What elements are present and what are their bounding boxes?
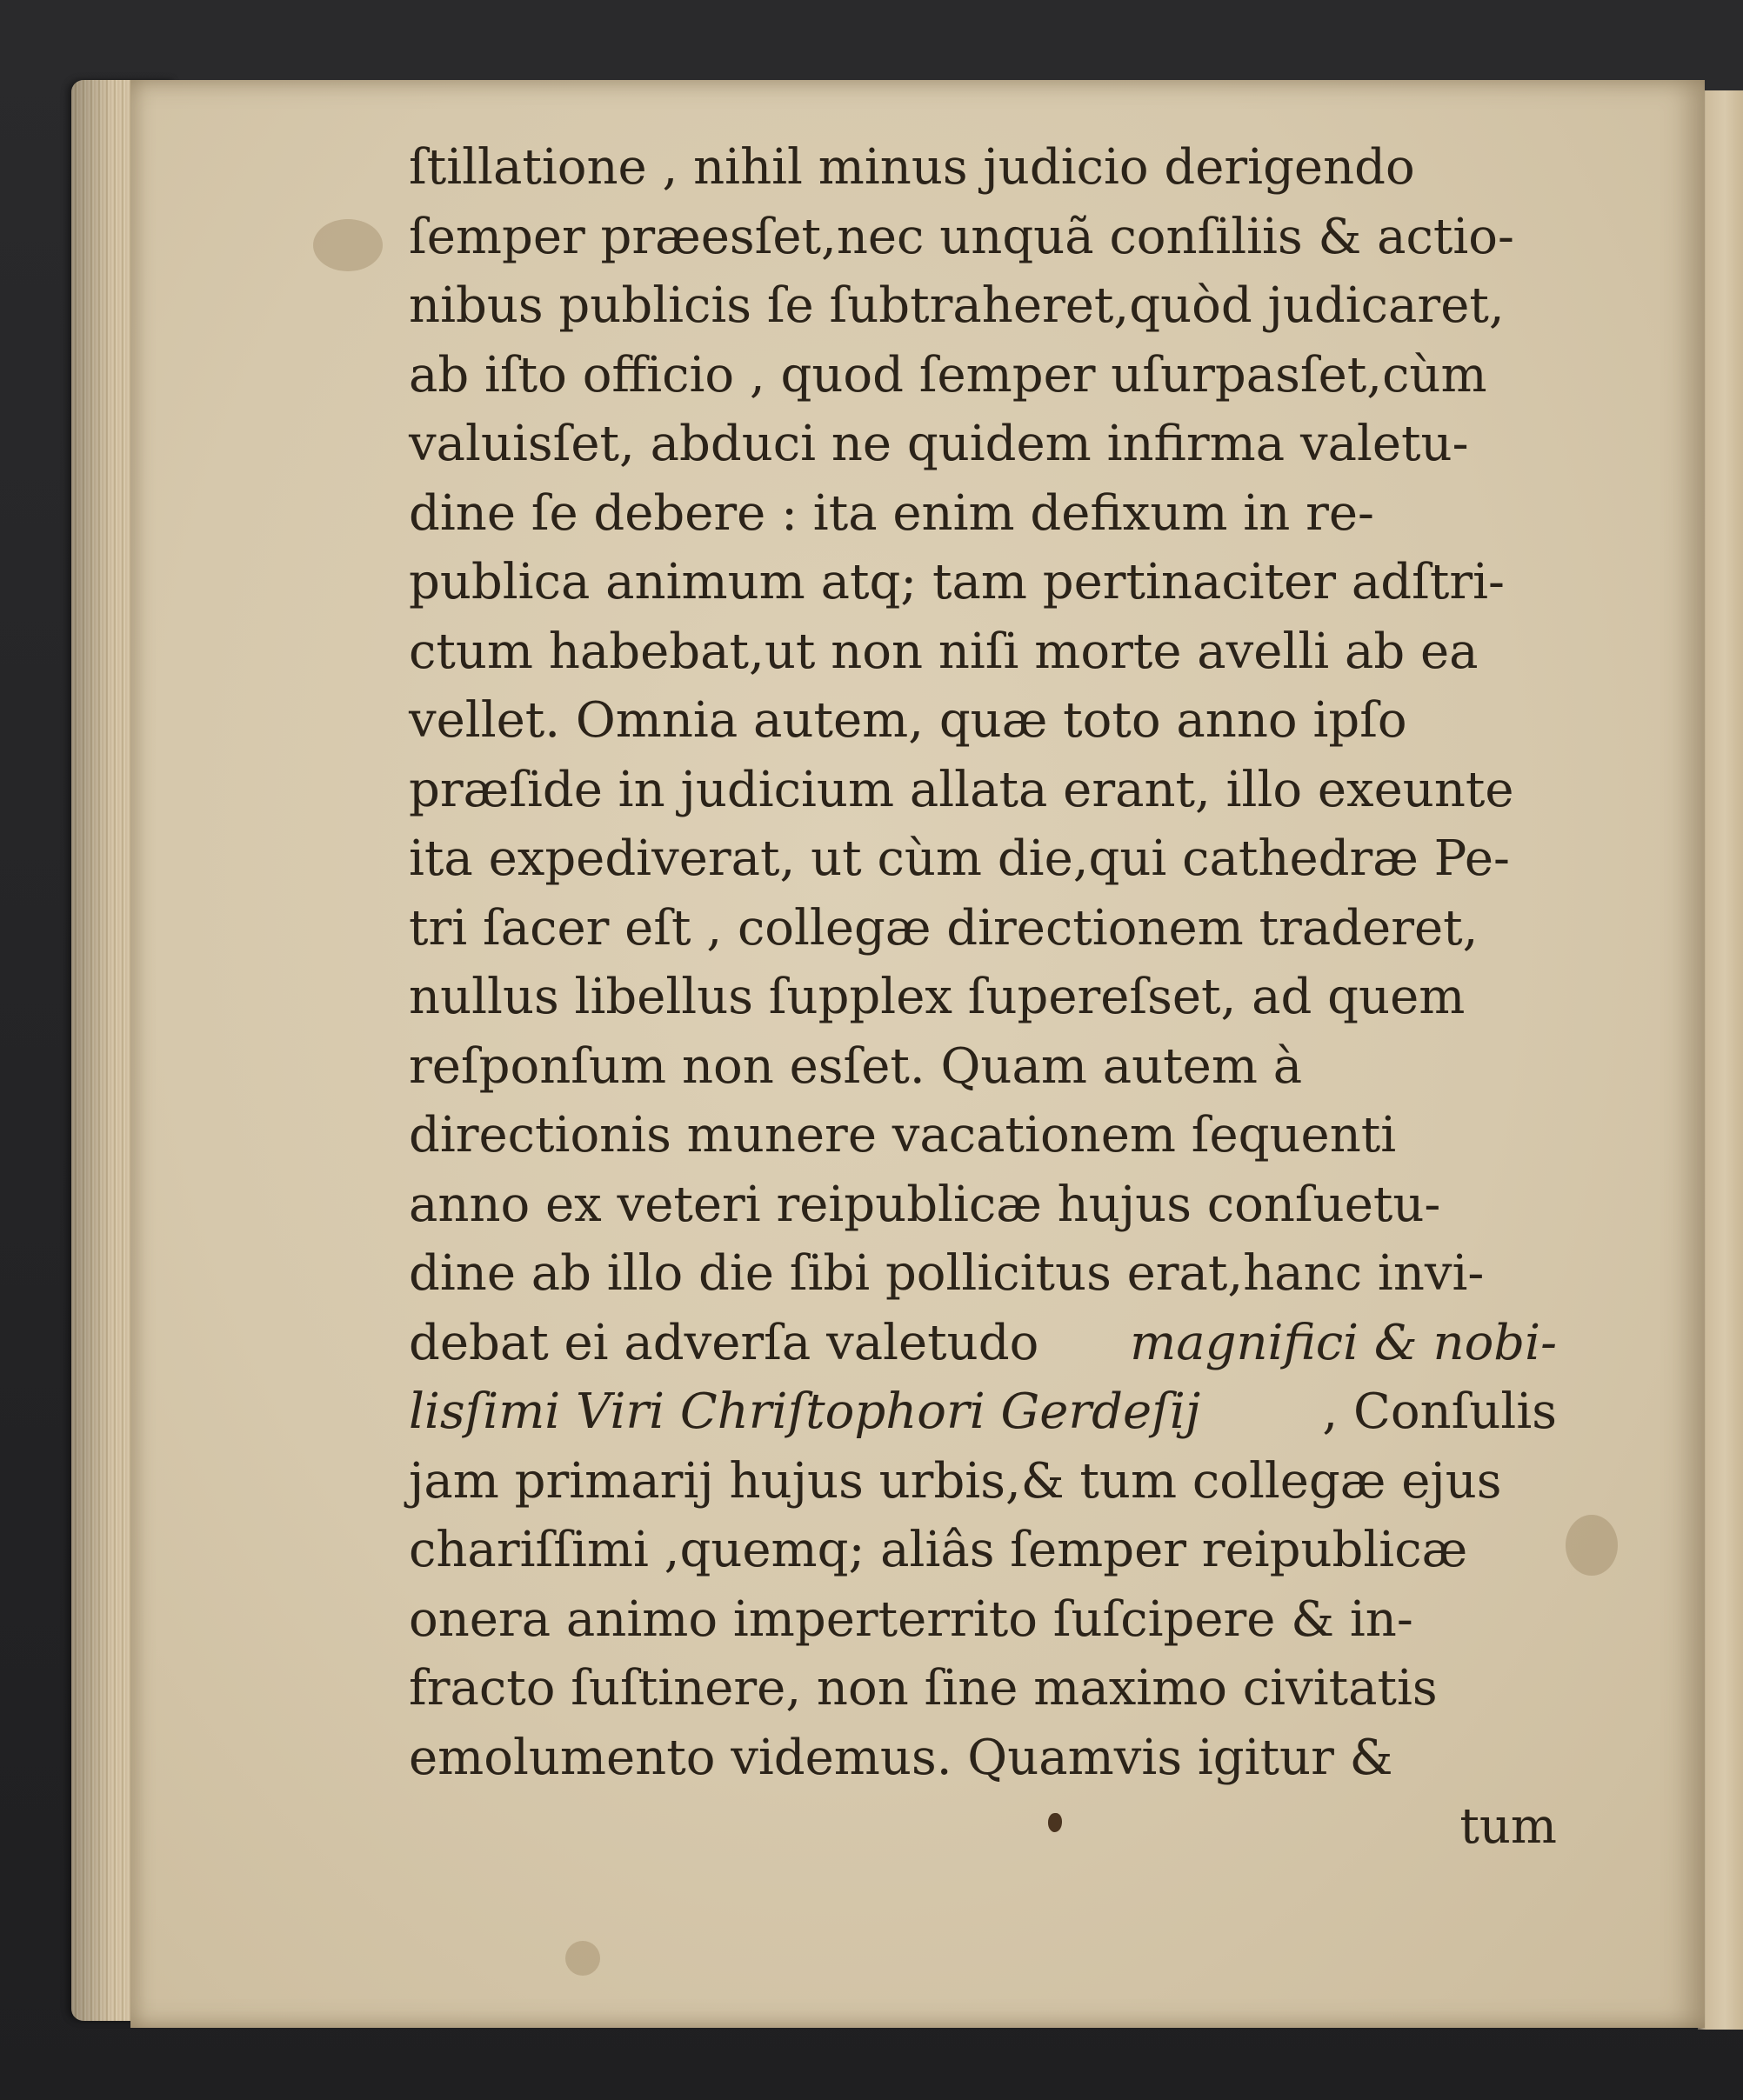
line-text: nullus libellus ſupplex ſupereſset, ad quem	[409, 969, 1466, 1025]
paper-speck	[313, 219, 383, 271]
line-text-italic: magnifici & nobi-	[1130, 1314, 1557, 1371]
line-text-italic: lisſimi Viri Chriſtophori Gerdeſij	[409, 1383, 1201, 1440]
text-line	[409, 900, 1557, 970]
text-line	[409, 209, 1557, 278]
text-line	[409, 762, 1557, 831]
text-line	[409, 830, 1557, 900]
line-text: præſide in judicium allata erant, illo exeunte	[409, 761, 1514, 818]
text-line	[409, 554, 1557, 623]
line-text: ſtillatione , nihil minus judicio derigendo	[409, 139, 1415, 196]
line-text: ita expediverat, ut cùm die,qui cathedræ Pe-	[409, 830, 1510, 887]
line-text: ab iſto officio , quod ſemper uſurpasſet,cùm	[409, 346, 1487, 403]
text-line	[409, 1107, 1557, 1177]
text-line	[409, 969, 1557, 1038]
line-text: debat ei adverſa valetudo	[409, 1314, 1039, 1371]
text-line	[409, 1591, 1557, 1661]
line-text: , Conſulis	[1322, 1383, 1557, 1440]
line-text: emolumento videmus. Quamvis igitur &	[409, 1729, 1393, 1786]
line-text: onera animo imperterrito ſuſcipere & in-	[409, 1590, 1413, 1648]
text-line	[409, 277, 1557, 347]
text-line	[409, 1730, 1557, 1799]
text-line	[409, 1522, 1557, 1591]
text-line	[409, 692, 1557, 762]
text-line	[409, 1453, 1557, 1523]
catchword: tum	[1459, 1798, 1557, 1855]
text-line	[409, 623, 1557, 693]
text-line	[409, 1315, 1557, 1384]
line-text: fracto ſuſtinere, non ſine maximo civitatis	[409, 1660, 1438, 1717]
line-text: nibus publicis ſe ſubtraheret,quòd judicaret,	[409, 277, 1505, 334]
line-text: reſponſum non esſet. Quam autem à	[409, 1037, 1303, 1095]
text-line	[409, 347, 1557, 417]
catchword-line	[409, 1798, 1557, 1868]
line-text: jam primarij hujus urbis,& tum collegæ ejus	[409, 1452, 1502, 1510]
text-line	[409, 1038, 1557, 1108]
text-line	[409, 139, 1557, 209]
text-line	[409, 1660, 1557, 1730]
text-line	[409, 1245, 1557, 1315]
paper-speck	[565, 1941, 600, 1976]
text-line	[409, 1383, 1557, 1453]
text-line	[409, 485, 1557, 555]
text-line	[409, 416, 1557, 485]
line-text: valuisſet, abduci ne quidem infirma valetu-	[409, 416, 1469, 472]
line-text: directionis munere vacationem ſequenti	[409, 1107, 1397, 1163]
body-text	[409, 139, 1557, 1868]
line-text: dine ab illo die ſibi pollicitus erat,hanc invi-	[409, 1245, 1485, 1302]
paper-speck	[1566, 1515, 1618, 1576]
line-text: tri ſacer eſt , collegæ directionem traderet,	[409, 899, 1479, 957]
line-text: ſemper præesſet,nec unquã conſiliis & actio-	[409, 208, 1514, 265]
line-text: ctum habebat,ut non niſi morte avelli ab ea	[409, 623, 1479, 680]
line-text: publica animum atq; tam pertinaciter adſtri-	[409, 554, 1505, 610]
line-text: anno ex veteri reipublicæ hujus conſuetu-	[409, 1176, 1441, 1233]
line-text: chariſſimi ,quemq; aliâs ſemper reipublicæ	[409, 1522, 1468, 1578]
text-line	[409, 1177, 1557, 1246]
line-text: dine ſe debere : ita enim defixum in re-	[409, 484, 1374, 542]
line-text: vellet. Omnia autem, quæ toto anno ipſo	[409, 692, 1407, 749]
